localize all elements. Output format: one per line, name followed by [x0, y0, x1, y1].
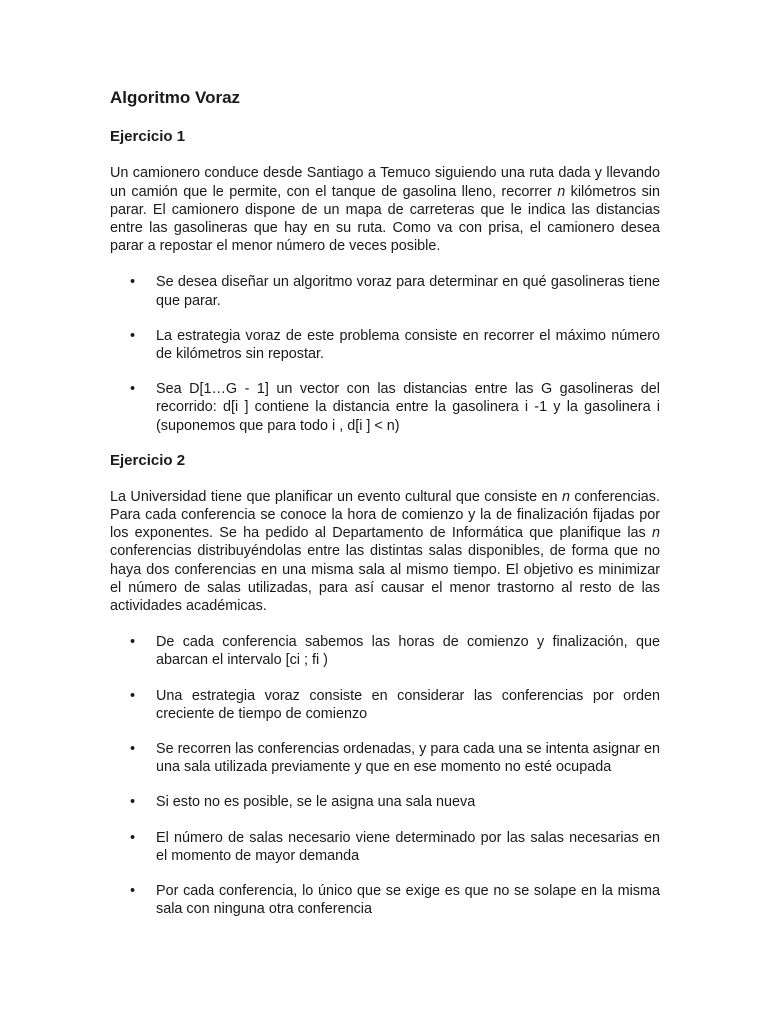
bullet-icon: • [130, 829, 136, 846]
list-item-text: Sea D[1…G - 1] un vector con las distancias entre las G gasolineras del recorrido: d[i ] contiene la distancia entre la gasolinera i -1 y la gasolinera i (suponemos que para todo i , d[i ] < n) [156, 381, 660, 434]
variable-n: n [557, 183, 566, 200]
list-item [110, 793, 660, 811]
bullet-icon: • [130, 634, 136, 651]
document-page [110, 88, 660, 935]
list-item-text: Se recorren las conferencias ordenadas, y para cada una se intenta asignar en una sala utilizada previamente y que en ese momento no esté ocupada [156, 741, 660, 776]
exercise-1-text-b: kilómetros sin parar. El camionero dispone de un mapa de carreteras que le indica las distancias entre las gasolineras que hay en su ruta. Como va con prisa, el camionero desea parar a repostar el menor número de veces posible. [110, 183, 660, 255]
bullet-icon: • [130, 883, 136, 900]
list-item-text: El número de salas necesario viene determinado por las salas necesarias en el momento de mayor demanda [156, 829, 660, 864]
exercise-2-text-a: La Universidad tiene que planificar un evento cultural que consiste en [110, 488, 562, 505]
exercise-2-text-b: conferencias. Para cada conferencia se conoce la hora de comienzo y la de finalización fijadas por los exponentes. Se ha pedido al Departamento de Informática que planifique las [110, 488, 660, 542]
bullet-icon: • [130, 274, 136, 291]
bullet-icon: • [130, 381, 136, 398]
list-item-text: La estrategia voraz de este problema consiste en recorrer el máximo número de kilómetros sin repostar. [156, 327, 660, 363]
list-item-text: Se desea diseñar un algoritmo voraz para determinar en qué gasolineras tiene que parar. [156, 274, 660, 309]
list-item-text: Si esto no es posible, se le asigna una sala nueva [156, 794, 476, 811]
list-item-text: Por cada conferencia, lo único que se exige es que no se solape en la misma sala con ninguna otra conferencia [156, 883, 660, 918]
exercise-2-text-c: conferencias distribuyéndolas entre las distintas salas disponibles, de forma que no haya dos conferencias en una misma sala al mismo tiempo. El objetivo es minimizar el número de salas utilizadas, para así causar el menor trastorno al resto de las actividades académicas. [110, 543, 660, 615]
exercise-2-heading: Ejercicio 2 [110, 451, 186, 469]
list-item [110, 687, 660, 723]
variable-n: n [651, 525, 660, 542]
exercise-2-bullet-list [110, 633, 660, 918]
exercise-1-bullet-list [110, 273, 660, 434]
list-item [110, 327, 660, 363]
list-item [110, 740, 660, 776]
list-item [110, 633, 660, 669]
exercise-1-text-a: Un camionero conduce desde Santiago a Temuco siguiendo una ruta dada y llevando un camión que le permite, con el tanque de gasolina lleno, recorrer [110, 165, 660, 200]
document-title: Algoritmo Voraz [110, 88, 241, 107]
bullet-icon: • [130, 327, 136, 344]
list-item-text: Una estrategia voraz consiste en considerar las conferencias por orden creciente de tiempo de comienzo [156, 687, 660, 722]
exercise-2-statement [110, 488, 660, 615]
bullet-icon: • [130, 794, 136, 811]
list-item [110, 380, 660, 435]
list-item [110, 273, 660, 309]
list-item-text: De cada conferencia sabemos las horas de comienzo y finalización, que abarcan el intervalo [ci ; fi ) [156, 634, 660, 669]
bullet-icon: • [130, 741, 136, 758]
exercise-1-statement [110, 164, 660, 255]
list-item [110, 882, 660, 918]
bullet-icon: • [130, 687, 136, 704]
exercise-1-heading: Ejercicio 1 [110, 128, 186, 146]
variable-n: n [561, 488, 570, 505]
list-item [110, 829, 660, 865]
